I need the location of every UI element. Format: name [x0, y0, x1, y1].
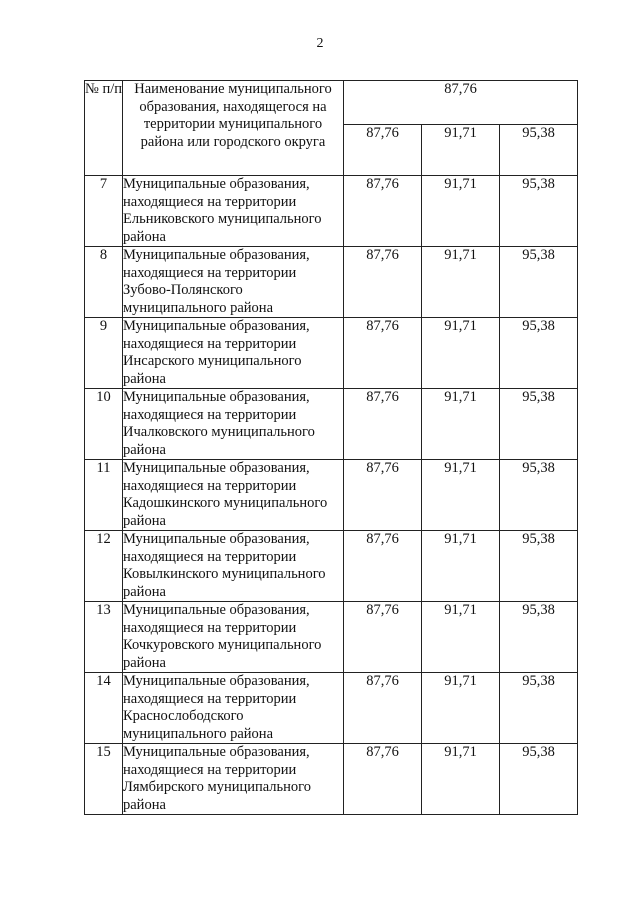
row-value: 95,38: [500, 673, 578, 744]
row-name: Муниципальные образования, находящиеся на территории Лямбирского муниципального района: [123, 744, 344, 815]
table-row: [85, 531, 578, 602]
row-value: 87,76: [344, 318, 422, 389]
row-number: 7: [85, 176, 123, 247]
table-row: [85, 602, 578, 673]
row-value: 87,76: [344, 176, 422, 247]
row-value: 87,76: [344, 673, 422, 744]
row-value: 91,71: [422, 318, 500, 389]
row-value: 91,71: [422, 744, 500, 815]
row-value: 87,76: [344, 602, 422, 673]
row-number: 13: [85, 602, 123, 673]
row-value: 91,71: [422, 531, 500, 602]
row-value: 95,38: [500, 389, 578, 460]
header-value: 95,38: [500, 125, 578, 176]
page-number: 2: [316, 36, 324, 51]
row-value: 87,76: [344, 744, 422, 815]
row-value: 95,38: [500, 247, 578, 318]
header-top-value: 87,76: [344, 81, 578, 125]
row-name: Муниципальные образования, находящиеся на территории Инсарского муниципального района: [123, 318, 344, 389]
row-value: 91,71: [422, 673, 500, 744]
row-value: 95,38: [500, 744, 578, 815]
header-num: № п/п: [85, 81, 123, 176]
table-row: [85, 460, 578, 531]
row-number: 9: [85, 318, 123, 389]
row-number: 11: [85, 460, 123, 531]
row-number: 15: [85, 744, 123, 815]
table-row: [85, 247, 578, 318]
table-row: [85, 176, 578, 247]
row-number: 12: [85, 531, 123, 602]
table-row: [85, 318, 578, 389]
table-row: [85, 673, 578, 744]
row-number: 8: [85, 247, 123, 318]
row-value: 87,76: [344, 247, 422, 318]
table-header-row: [85, 81, 578, 125]
row-value: 95,38: [500, 602, 578, 673]
header-value: 87,76: [344, 125, 422, 176]
row-name: Муниципальные образования, находящиеся на территории Краснослободского муниципального района: [123, 673, 344, 744]
row-value: 91,71: [422, 602, 500, 673]
row-value: 87,76: [344, 460, 422, 531]
row-name: Муниципальные образования, находящиеся на территории Ковылкинского муниципального района: [123, 531, 344, 602]
row-value: 91,71: [422, 247, 500, 318]
row-value: 91,71: [422, 389, 500, 460]
table-row: [85, 389, 578, 460]
row-name: Муниципальные образования, находящиеся на территории Ичалковского муниципального района: [123, 389, 344, 460]
row-value: 87,76: [344, 389, 422, 460]
row-value: 95,38: [500, 176, 578, 247]
row-value: 95,38: [500, 318, 578, 389]
row-name: Муниципальные образования, находящиеся на территории Ельниковского муниципального района: [123, 176, 344, 247]
row-value: 95,38: [500, 531, 578, 602]
row-value: 95,38: [500, 460, 578, 531]
row-name: Муниципальные образования, находящиеся на территории Кадошкинского муниципального района: [123, 460, 344, 531]
row-number: 10: [85, 389, 123, 460]
header-value: 91,71: [422, 125, 500, 176]
row-value: 91,71: [422, 176, 500, 247]
header-name: Наименование муниципального образования, находящегося на территории муниципального района или городского округа: [123, 81, 344, 176]
row-number: 14: [85, 673, 123, 744]
row-value: 91,71: [422, 460, 500, 531]
row-name: Муниципальные образования, находящиеся на территории Зубово-Полянского муниципального района: [123, 247, 344, 318]
row-name: Муниципальные образования, находящиеся на территории Кочкуровского муниципального района: [123, 602, 344, 673]
row-value: 87,76: [344, 531, 422, 602]
data-table: [84, 80, 578, 815]
table-row: [85, 744, 578, 815]
